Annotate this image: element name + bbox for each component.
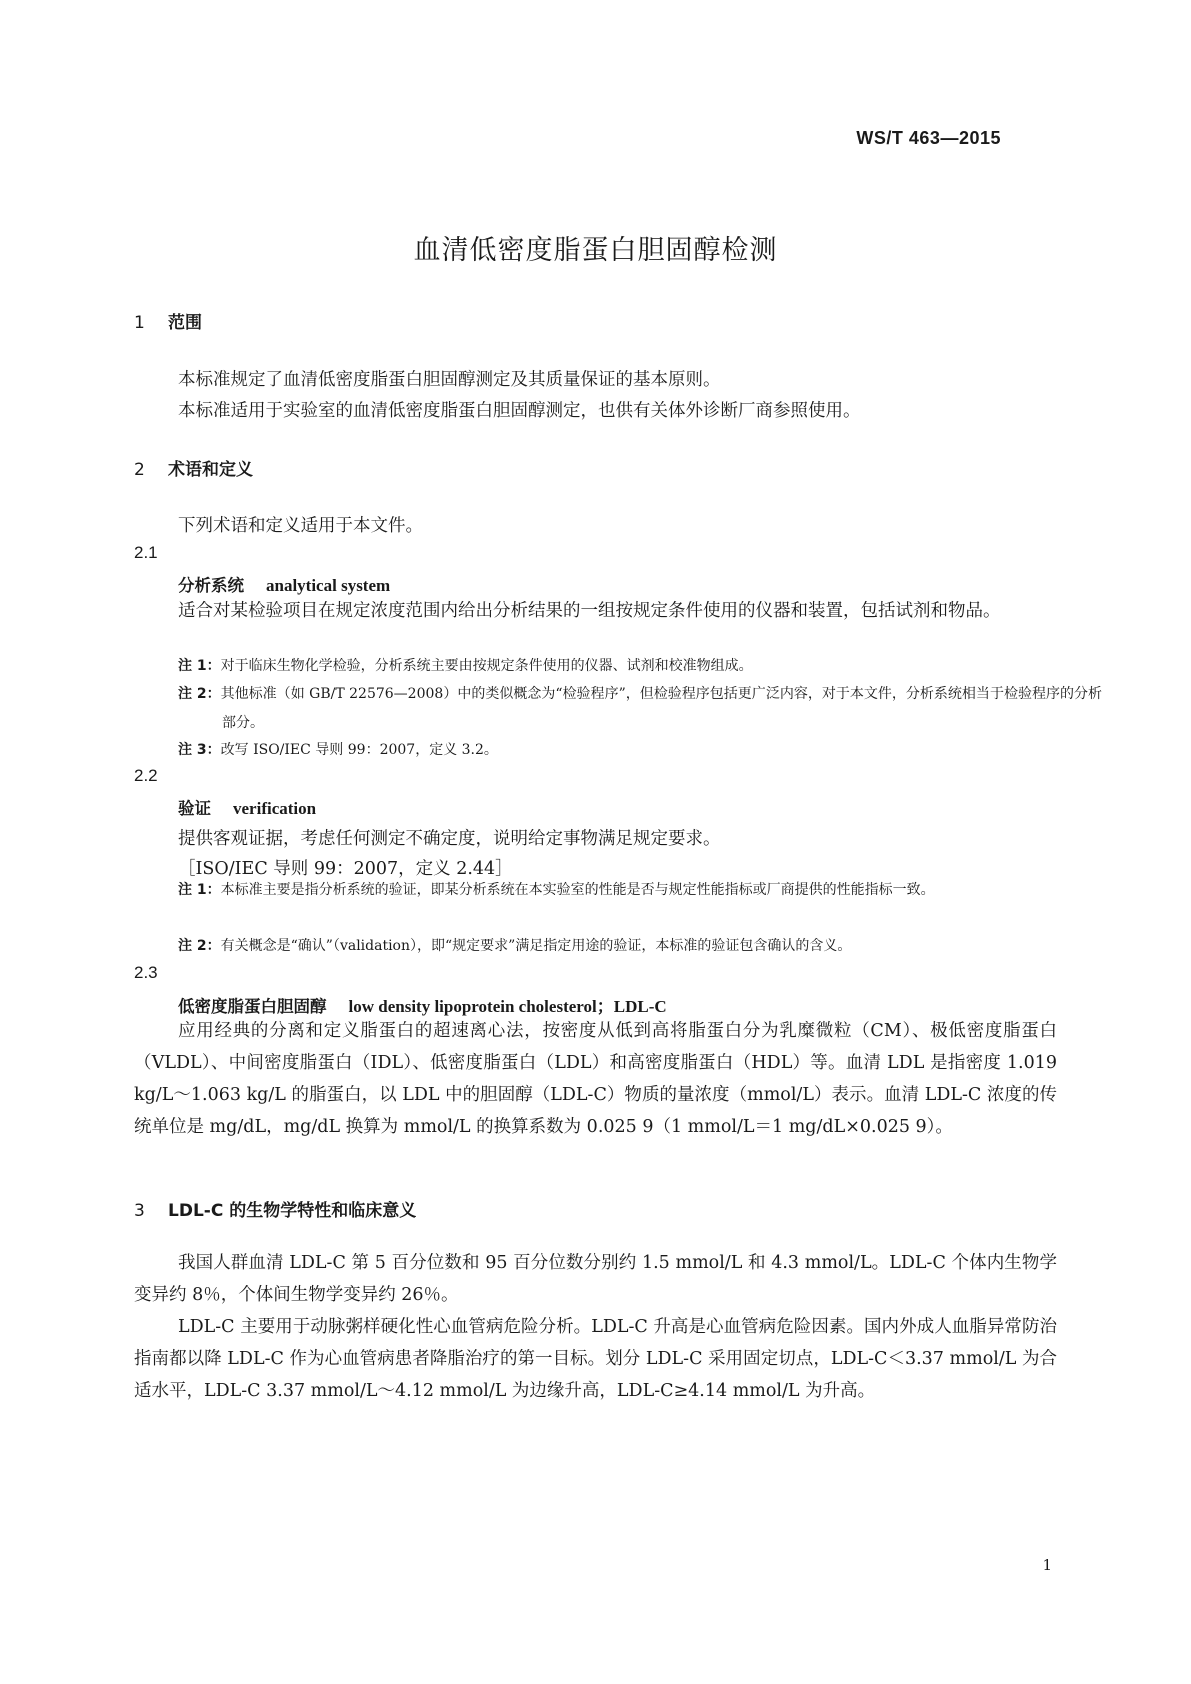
section-1-paragraph-2: 本标准适用于实验室的血清低密度脂蛋白胆固醇测定，也供有关体外诊断厂商参照使用。	[178, 401, 861, 421]
clause-number-2-2: 2.2	[134, 766, 158, 785]
definition-verification: 提供客观证据，考虑任何测定不确定度，说明给定事物满足规定要求。	[178, 829, 721, 849]
note-text: 有关概念是“确认”（validation），即“规定要求”满足指定用途的验证，本标准的验证包含确认的含义。	[220, 938, 852, 954]
section-number: 1	[134, 313, 145, 333]
note-label: 注 1：	[178, 882, 221, 898]
definition-analytical-system: 适合对某检验项目在规定浓度范围内给出分析结果的一组按规定条件使用的仪器和装置，包括试剂和物品。	[178, 601, 1001, 621]
note-2-1-3	[178, 736, 1102, 765]
note-text: 对于临床生物化学检验，分析系统主要由按规定条件使用的仪器、试剂和校准物组成。	[220, 658, 753, 674]
note-label: 注 2：	[178, 938, 221, 954]
term-zh: 验证	[178, 799, 211, 818]
section-title: 范围	[168, 313, 202, 333]
term-zh: 分析系统	[178, 576, 244, 595]
section-number: 3	[134, 1201, 145, 1221]
note-2-2-1	[178, 876, 1102, 905]
term-en: verification	[233, 799, 317, 818]
clause-number-2-1: 2.1	[134, 543, 158, 562]
term-analytical-system	[178, 572, 390, 596]
definition-ldl-c: 应用经典的分离和定义脂蛋白的超速离心法，按密度从低到高将脂蛋白分为乳糜微粒（CM）、极低密度脂蛋白（VLDL）、中间密度脂蛋白（IDL）、低密度脂蛋白（LDL）和高密度脂蛋白（HDL）等。血清 LDL 是指密度 1.019 kg/L～1.063 kg/L 的脂蛋白，以 LDL 中的胆固醇（LDL-C）物质的量浓度（mmol/L）表示。血清 LDL-C 浓度的传统单位是 mg/dL，mg/dL 换算为 mmol/L 的换算系数为 0.025 9（1 mmol/L＝1 mg/dL×0.025 9）。	[134, 1021, 1057, 1137]
standard-code: WS/T 463—2015	[856, 128, 1001, 148]
note-2-1-2	[178, 680, 1102, 738]
term-verification	[178, 795, 316, 819]
section-title: LDL-C 的生物学特性和临床意义	[168, 1201, 417, 1221]
note-label: 注 1：	[178, 658, 221, 674]
section-3-paragraph-1: 我国人群血清 LDL-C 第 5 百分位数和 95 百分位数分别约 1.5 mmol/L 和 4.3 mmol/L。LDL-C 个体内生物学变异约 8％，个体间生物学变异约 26％。	[134, 1253, 1057, 1305]
note-label: 注 2：	[178, 686, 221, 702]
note-label: 注 3：	[178, 742, 221, 758]
term-en: analytical system	[266, 576, 391, 595]
section-3-paragraph-2: LDL-C 主要用于动脉粥样硬化性心血管病危险分析。LDL-C 升高是心血管病危险因素。国内外成人血脂异常防治指南都以降 LDL-C 作为心血管病患者降脂治疗的第一目标。划分 LDL-C 采用固定切点，LDL-C＜3.37 mmol/L 为合适水平，LDL-C 3.37 mmol/L～4.12 mmol/L 为边缘升高，LDL-C≥4.14 mmol/L 为升高。	[134, 1317, 1057, 1401]
section-2-intro: 下列术语和定义适用于本文件。	[178, 516, 423, 536]
term-en: low density lipoprotein cholesterol；LDL-C	[348, 997, 667, 1016]
section-3-heading	[134, 1196, 416, 1221]
section-2-heading	[134, 455, 253, 480]
clause-number-2-3: 2.3	[134, 963, 158, 982]
section-number: 2	[134, 460, 145, 480]
note-text: 本标准主要是指分析系统的验证，即某分析系统在本实验室的性能是否与规定性能指标或厂商提供的性能指标一致。	[220, 882, 935, 898]
document-title: 血清低密度脂蛋白胆固醇检测	[413, 235, 778, 266]
note-text: 其他标准（如 GB/T 22576—2008）中的类似概念为“检验程序”，但检验程序包括更广泛内容，对于本文件，分析系统相当于检验程序的分析部分。	[220, 686, 1102, 731]
note-2-2-2	[178, 932, 1102, 961]
section-title: 术语和定义	[168, 460, 253, 480]
term-zh: 低密度脂蛋白胆固醇	[178, 997, 327, 1016]
section-1-heading	[134, 308, 202, 333]
source-verification: ［ISO/IEC 导则 99：2007，定义 2.44］	[178, 859, 513, 879]
note-2-1-1	[178, 652, 1102, 681]
page-number: 1	[1042, 1556, 1052, 1574]
term-ldl-c	[178, 992, 667, 1017]
section-1-paragraph-1: 本标准规定了血清低密度脂蛋白胆固醇测定及其质量保证的基本原则。	[178, 370, 721, 390]
note-text: 改写 ISO/IEC 导则 99：2007，定义 3.2。	[220, 742, 498, 758]
